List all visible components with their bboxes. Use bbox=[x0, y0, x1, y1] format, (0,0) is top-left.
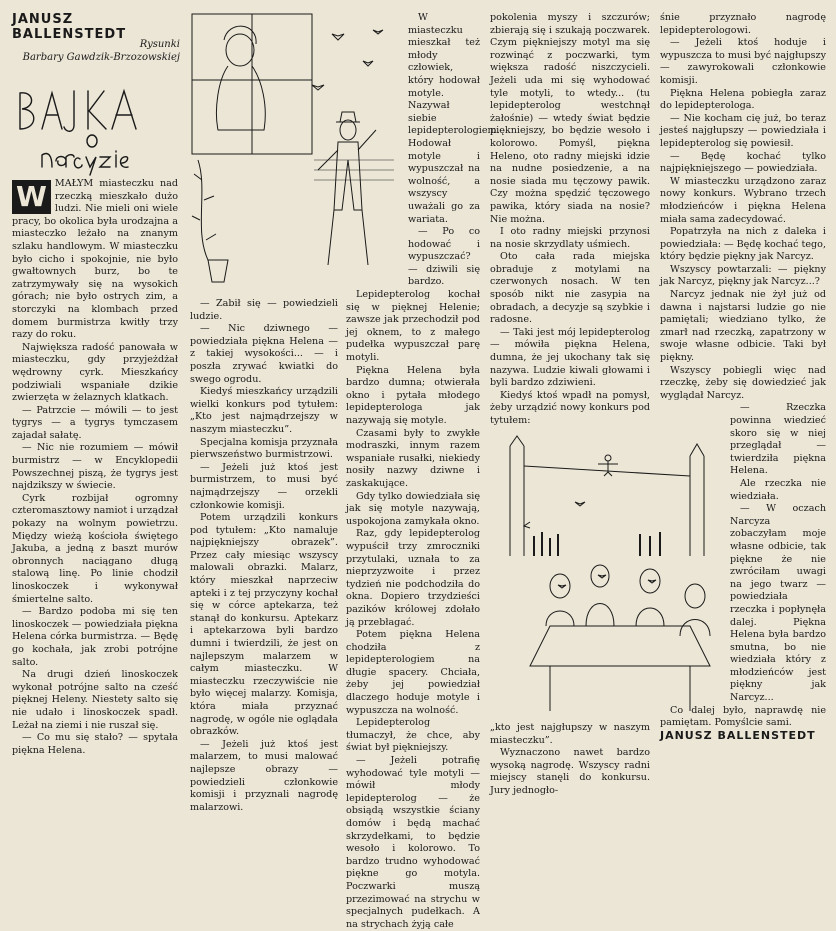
paragraph: — Nic dziwnego — powiedziała piękna Helena — z takiej wysokości... — i poszła zrywać kwiatki do swego ogrodu. bbox=[190, 323, 338, 385]
paragraph: Piękna Helena była bardzo dumna; otwierała okno i pytała młodego lepidepterologa jak nazywają się motyle. bbox=[346, 364, 480, 426]
paragraph: — Bardzo podoba mi się ten linoskoczek — powiedziała piękna Helena córka burmistrza. — Będę go kochała, jak zrobi potrójne salto. bbox=[12, 606, 178, 668]
paragraph: Gdy tylko dowiedziała się jak się motyle nazywają, uspokojona zamykała okno. bbox=[346, 490, 480, 527]
title-lettering bbox=[12, 85, 172, 175]
paragraph: Wszyscy powtarzali: — piękny jak Narcyz, piękny jak Narcyz...? bbox=[660, 263, 826, 288]
paragraph: Co dalej było, naprawdę nie pamiętam. Pomyślcie sami. bbox=[660, 704, 826, 729]
paragraph: — Będę kochać tylko najpiękniejszego — powiedziała. bbox=[660, 150, 826, 175]
column-5 bbox=[660, 12, 826, 790]
paragraph: Czasami były to zwykłe modraszki, innym razem wspaniałe rusałki, niekiedy nosiły nazwy dziwne i zaskakujące. bbox=[346, 427, 480, 489]
paragraph: Największa radość panowała w miasteczku, gdy przyjeżdżał wędrowny cyrk. Mieszkańcy podziwiali wspaniałe dzikie zwierzęta w żelaznych klatkach. bbox=[12, 341, 178, 404]
paragraph: I oto radny miejski przynosi na nosie skrzydlaty uśmiech. bbox=[490, 226, 650, 250]
paragraph: Kiedyś mieszkańcy urządzili wielki konkurs pod tytułem: „Kto jest najmądrzejszy w naszym miasteczku”. bbox=[190, 386, 338, 435]
paragraph: Lepidepterolog kochał się w pięknej Helenie; zawsze jak przechodził pod jej oknem, to z małego pudełka wypuszczał parę motyli. bbox=[346, 289, 480, 364]
paragraph: W miasteczku urządzono zaraz nowy konkurs. Wybrano trzech młodzieńców i piękna Helena miała sama zadecydować. bbox=[660, 175, 826, 225]
paragraph: Lepidepterolog tłumaczył, że chce, aby świat był piękniejszy. bbox=[346, 717, 480, 754]
author-heading: JANUSZ BALLENSTEDT bbox=[12, 12, 127, 42]
column-4 bbox=[490, 12, 650, 432]
paragraph: Cyrk rozbijał ogromny czteromasztowy namiot i urządzał pokazy na wolnym powietrzu. Między wieżą kościoła świętego Jakuba, a jedną z baszt murów obronnych naciągano długą stalową linę. Po linie chodził linoskoczek i wykonywał śmiertelne salto. bbox=[12, 492, 178, 605]
column-1 bbox=[12, 178, 178, 790]
paragraph: pokolenia myszy i szczurów; zbierają się i szukają poczwarek. Czym piękniejszy motyl ma się rozwinąć z poczwarki, tym większa radość niszczycieli. Jeżeli uda mi się wyhodować tyle motyli, to wtedy... (tu lepidepterolog westchnął żałośnie) — wtedy świat będzie piękniejszy, bo będzie wesoło i kolorowo. Pomyśl, piękna Heleno, oto radny miejski idzie na nudne posiedzenie, a na nosie siada mu tęczowy pawik. Czy można spędzić tęczowego pawika, który siada na nosie? Nie można. bbox=[490, 12, 650, 225]
paragraph: Wyznaczono nawet bardzo wysoką nagrodę. Wszyscy radni miejscy stanęli do konkursu. Jury jednogło- bbox=[490, 747, 650, 796]
paragraph: Ale rzeczka nie wiedziała. bbox=[730, 477, 826, 502]
column-3 bbox=[346, 12, 500, 930]
paragraph: W miasteczku mieszkał też młody człowiek, który hodował motyle. Nazywał siebie lepidepterologiem. Hodował motyle i wypuszczał na wolność, a wszyscy uważali go za wariata. bbox=[408, 12, 500, 225]
paragraph: — Nie kocham cię już, bo teraz jesteś najgłupszy — powiedziała i lepidepterolog się powiesił. bbox=[660, 112, 826, 149]
paragraph: — Po co hodować i wypuszczać? — dziwili się bardzo. bbox=[408, 226, 480, 288]
paragraph: — Patrzcie — mówili — to jest tygrys — a tygrys tymczasem zajadał sałatę. bbox=[12, 404, 178, 441]
credit-line-1: Rysunki bbox=[139, 39, 180, 50]
closing-signature: JANUSZ BALLENSTEDT bbox=[660, 728, 816, 742]
paragraph: Kiedyś ktoś wpadł na pomysł, żeby urządzić nowy konkurs pod tytułem: bbox=[490, 389, 650, 426]
paragraph: — W oczach Narcyza zobaczyłam moje własne odbicie, tak piękne że nie zwróciłam uwagi na jego twarz — powiedziała rzeczka i popłynęła dalej. Piękna Helena była bardzo smutna, bo nie wiedziała który z młodzieńców jest piękny jak Narcyz... bbox=[730, 503, 826, 704]
paragraph: „kto jest najgłupszy w naszym miasteczku”. bbox=[490, 722, 650, 746]
column-4-bottom bbox=[490, 722, 650, 796]
paragraph: Raz, gdy lepidepterolog wypuścił trzy zmroczniki przytulaki, uznała to za nieprzyzwoite i przez tydzień nie podchodziła do okna. Dopiero trzydzieści pazików królowej zdołało ją przebłagać. bbox=[346, 528, 480, 628]
paragraph: Potem piękna Helena chodziła z lepidepterologiem na długie spacery. Chciała, żeby jej powiedział dlaczego hoduje motyle i wypuszcza na wolność. bbox=[346, 629, 480, 716]
paragraph: Specjalna komisja przyznała pierwszeństwo burmistrzowi. bbox=[190, 436, 338, 461]
column-2 bbox=[190, 298, 338, 813]
paragraph: Piękna Helena pobiegła zaraz do lepidepterologa. bbox=[660, 87, 826, 112]
illustrations-credit bbox=[12, 38, 180, 64]
paragraph: — Nic nie rozumiem — mówił burmistrz — w Encyklopedii Powszechnej piszą, że tygrys jest najdzikszy w świecie. bbox=[12, 442, 178, 492]
paragraph: — Jeżeli potrafię wyhodować tyle motyli — mówił młody lepidepterolog — że obsiądą wszystkie ściany domów i będą machać skrzydełkami, to będzie wesoło i kolorowo. To bardzo trudno wyhodować piękne go motyla. Poczwarki muszą przezimować na strychu w specjalnych pudełkach. A na strychach żyją całe bbox=[346, 755, 480, 930]
paragraph: — Taki jest mój lepidepterolog — mówiła piękna Helena, dumna, że jej ukochany tak się nazywa. Ludzie kiwali głowami i byli bardzo zdziwieni. bbox=[490, 326, 650, 389]
paragraph: Narcyz jednak nie żył już od dawna i najstarsi ludzie go nie pamiętali; wiedziano tylko, że zmarł nad rzeczką, zapatrzony w swoje własne odbicie. Taki był piękny. bbox=[660, 289, 826, 364]
paragraph: — Jeżeli ktoś hoduje i wypuszcza to musi być najgłupszy — zawyrokowali członkowie komisji. bbox=[660, 37, 826, 86]
credit-line-2: Barbary Gawdzik-Brzozowskiej bbox=[22, 52, 180, 63]
drop-cap: W bbox=[12, 180, 51, 214]
paragraph: śnie przyznało nagrodę lepidepterologowi. bbox=[660, 12, 826, 36]
paragraph: — Jeżeli już ktoś jest burmistrzem, to musi być najmądrzejszy — orzekli członkowie komisji. bbox=[190, 461, 338, 511]
paragraph: MAŁYM miasteczku nad rzeczką mieszkało dużo ludzi. Nie mieli oni wiele pracy, bo okolica była urodzajna a miasteczko leżało na znanym szlaku handlowym. W miasteczku było cicho i spokojnie, nie było gwałtownych burz, bo te zatrzymywały się na wysokich górach; nie było ostrych zim, a storczyki na klombach przed domem burmistrza kwitły trzy razy do roku. bbox=[12, 178, 178, 341]
paragraph: — Co mu się stało? — spytała piękna Helena. bbox=[12, 732, 178, 756]
paragraph: Oto cała rada miejska obraduje z motylami na czerwonych nosach. W ten sposób nikt nie zasypia na obradach, a decyzje są szybkie i radosne. bbox=[490, 251, 650, 326]
paragraph: — Rzeczka powinna wiedzieć skoro się w niej przeglądał — twierdziła piękna Helena. bbox=[730, 402, 826, 477]
paragraph: Popatrzyła na nich z daleka i powiedziała: — Będę kochać tego, który będzie piękny jak Narcyz. bbox=[660, 226, 826, 263]
paragraph: Potem urządzili konkurs pod tytułem: „Kto namaluje najpiękniejszy obrazek”. Przez cały miesiąc wszyscy malowali obrazki. Malarz, który mieszkał naprzeciw apteki i z tej przyczyny kochał się w córce aptekarza, też stanął do konkursu. Aptekarz i aptekarzowa byli bardzo dumni i twierdzili, że jest on najlepszym malarzem w całym miasteczku. W miasteczku rzeczywiście nie było więcej malarzy. Komisja, która miała przyznać nagrodę, w ogóle nie oglądała obrazków. bbox=[190, 512, 338, 738]
paragraph: — Jeżeli już ktoś jest malarzem, to musi malować najlepsze obrazy — powiedzieli członkowie komisji i przyznali nagrodę malarzowi. bbox=[190, 738, 338, 813]
paragraph: — Zabił się — powiedzieli ludzie. bbox=[190, 298, 338, 322]
paragraph: Wszyscy pobiegli więc nad rzeczkę, żeby się dowiedzieć jak wyglądał Narcyz. bbox=[660, 364, 826, 401]
paragraph: Na drugi dzień linoskoczek wykonał potrójne salto na cześć pięknej Heleny. Niestety salto się nie udało i linoskoczek spadł. Leżał na ziemi i nie ruszał się. bbox=[12, 669, 178, 731]
